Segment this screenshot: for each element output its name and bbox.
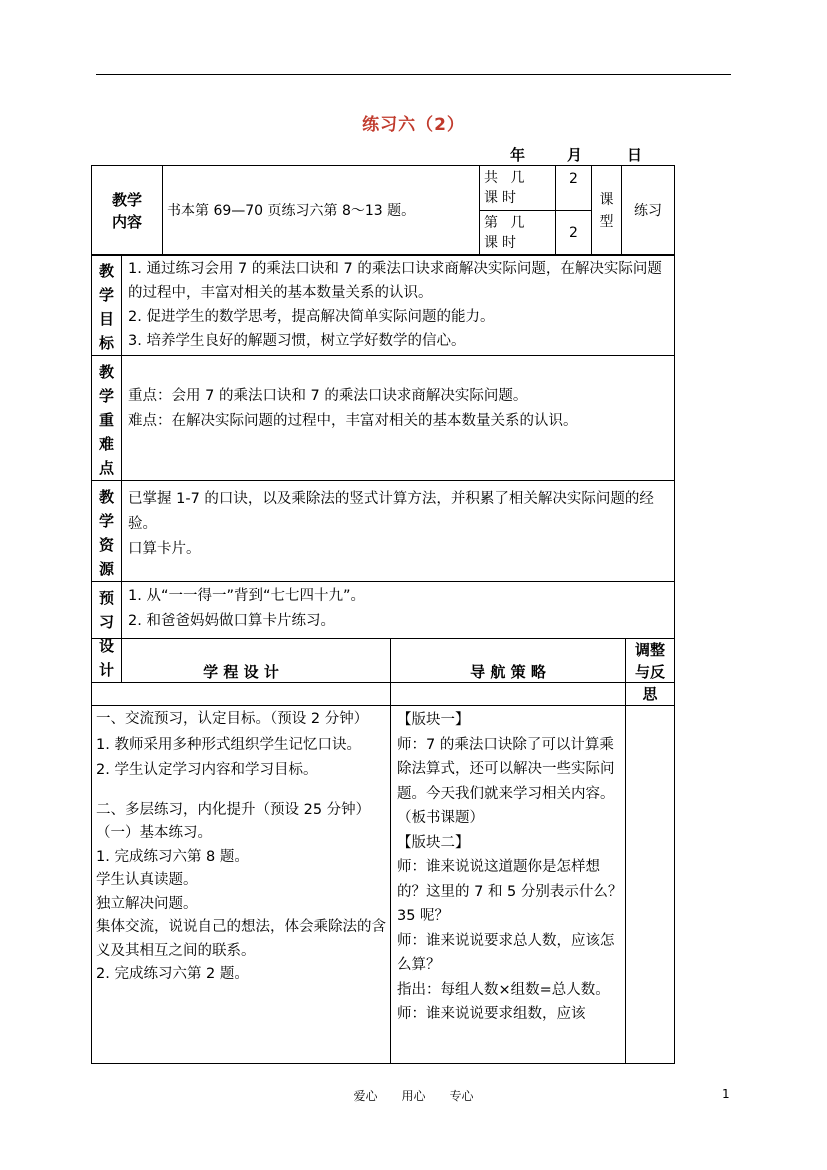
strategy-line: （板书课题） bbox=[397, 810, 484, 826]
resource-line: 已掌握 1-7 的口诀，以及乘除法的竖式计算方法，并积累了相关解决实际问题的经验。 bbox=[128, 491, 654, 532]
design-line: 2. 完成练习六第 2 题。 bbox=[96, 966, 249, 982]
key-point-line: 难点：在解决实际问题的过程中，丰富对相关的基本数量关系的认识。 bbox=[128, 413, 578, 429]
total-lessons-label: 共 几 课时 bbox=[480, 166, 556, 211]
resources-content bbox=[122, 481, 675, 582]
key-points-content bbox=[122, 356, 675, 481]
strategy-line: 师：谁来说说要求组数，应该 bbox=[397, 1006, 586, 1022]
navigation-strategy-content bbox=[391, 706, 626, 1064]
design-line: 学生认真读题。 bbox=[96, 872, 198, 888]
preview-line: 1. 从“一一得一”背到“七七四十九”。 bbox=[128, 588, 365, 604]
design-line: 一、交流预习，认定目标。（预设 2 分钟） bbox=[96, 711, 369, 727]
strategy-line: 【版块一】 bbox=[397, 712, 470, 728]
objective-line: 2. 促进学生的数学思考，提高解决简单实际问题的能力。 bbox=[128, 309, 495, 325]
design-line bbox=[96, 783, 386, 799]
date-year: 年 bbox=[510, 146, 526, 164]
resource-line: 口算卡片。 bbox=[128, 541, 201, 557]
study-design-header: 学 程 设 计 bbox=[92, 639, 391, 706]
date-month: 月 bbox=[567, 146, 583, 164]
design-line: 二、多层练习，内化提升（预设 25 分钟） bbox=[96, 801, 371, 818]
preview-label: 预习设计 bbox=[92, 582, 122, 683]
strategy-line: 师：谁来说说这道题你是怎样想的？这里的 7 和 5 分别表示什么？35 呢？ bbox=[397, 859, 623, 924]
strategy-line: 【版块二】 bbox=[397, 834, 470, 851]
content-text: 书本第 69—70 页练习六第 8～13 题。 bbox=[163, 166, 480, 256]
page-number: 1 bbox=[722, 1087, 730, 1101]
date-day: 日 bbox=[627, 146, 643, 164]
nth-lesson-value: 2 bbox=[556, 211, 592, 256]
design-line: 集体交流，说说自己的想法，体会乘除法的含义及其相互之间的联系。 bbox=[96, 919, 386, 959]
lesson-type-value: 练习 bbox=[622, 166, 675, 256]
nth-lesson-label: 第 几 课时 bbox=[480, 211, 556, 256]
strategy-line: 指出：每组人数×组数=总人数。 bbox=[397, 981, 610, 998]
reflection-content bbox=[626, 706, 675, 1064]
design-line: 1. 完成练习六第 8 题。 bbox=[96, 848, 249, 865]
design-line: （一）基本练习。 bbox=[96, 825, 212, 841]
info-table bbox=[91, 165, 675, 256]
study-design-content bbox=[92, 706, 391, 1064]
objective-line: 3. 培养学生良好的解题习惯，树立学好数学的信心。 bbox=[128, 333, 466, 349]
key-point-line: 重点：会用 7 的乘法口诀和 7 的乘法口诀求商解决实际问题。 bbox=[128, 388, 528, 404]
preview-line: 2. 和爸爸妈妈做口算卡片练习。 bbox=[128, 613, 335, 629]
lesson-type-label: 课型 bbox=[592, 166, 622, 256]
strategy-line: 师：谁来说说要求总人数，应该怎么算？ bbox=[397, 932, 615, 973]
page-title: 练习六（2） bbox=[362, 115, 465, 135]
key-points-label: 教学重难点 bbox=[92, 356, 122, 481]
objective-line: 1. 通过练习会用 7 的乘法口诀和 7 的乘法口诀求商解决实际问题，在解决实际问题的过程中，丰富对相关的基本数量关系的认识。 bbox=[128, 261, 662, 301]
navigation-strategy-header: 导 航 策 略 bbox=[391, 639, 626, 706]
design-line: 2. 学生认定学习内容和学习目标。 bbox=[96, 762, 318, 778]
design-line: 独立解决问题。 bbox=[96, 895, 198, 912]
design-line: 1. 教师采用多种形式组织学生记忆口诀。 bbox=[96, 736, 361, 753]
strategy-line: 师：7 的乘法口诀除了可以计算乘除法算式，还可以解决一些实际问题。今天我们就来学习相关内容。 bbox=[397, 736, 615, 802]
total-lessons-value: 2 bbox=[556, 166, 592, 211]
resources-label: 教学资源 bbox=[92, 481, 122, 582]
header-rule bbox=[96, 74, 731, 75]
content-label: 教学内容 bbox=[92, 166, 163, 256]
footer-text: 爱心 用心 专心 bbox=[353, 1089, 474, 1103]
sections-table bbox=[91, 254, 675, 683]
reflection-header: 调整与反思 bbox=[626, 639, 675, 706]
objectives-label: 教学目标 bbox=[92, 255, 122, 356]
objectives-content bbox=[122, 255, 675, 356]
design-table bbox=[91, 638, 675, 1064]
